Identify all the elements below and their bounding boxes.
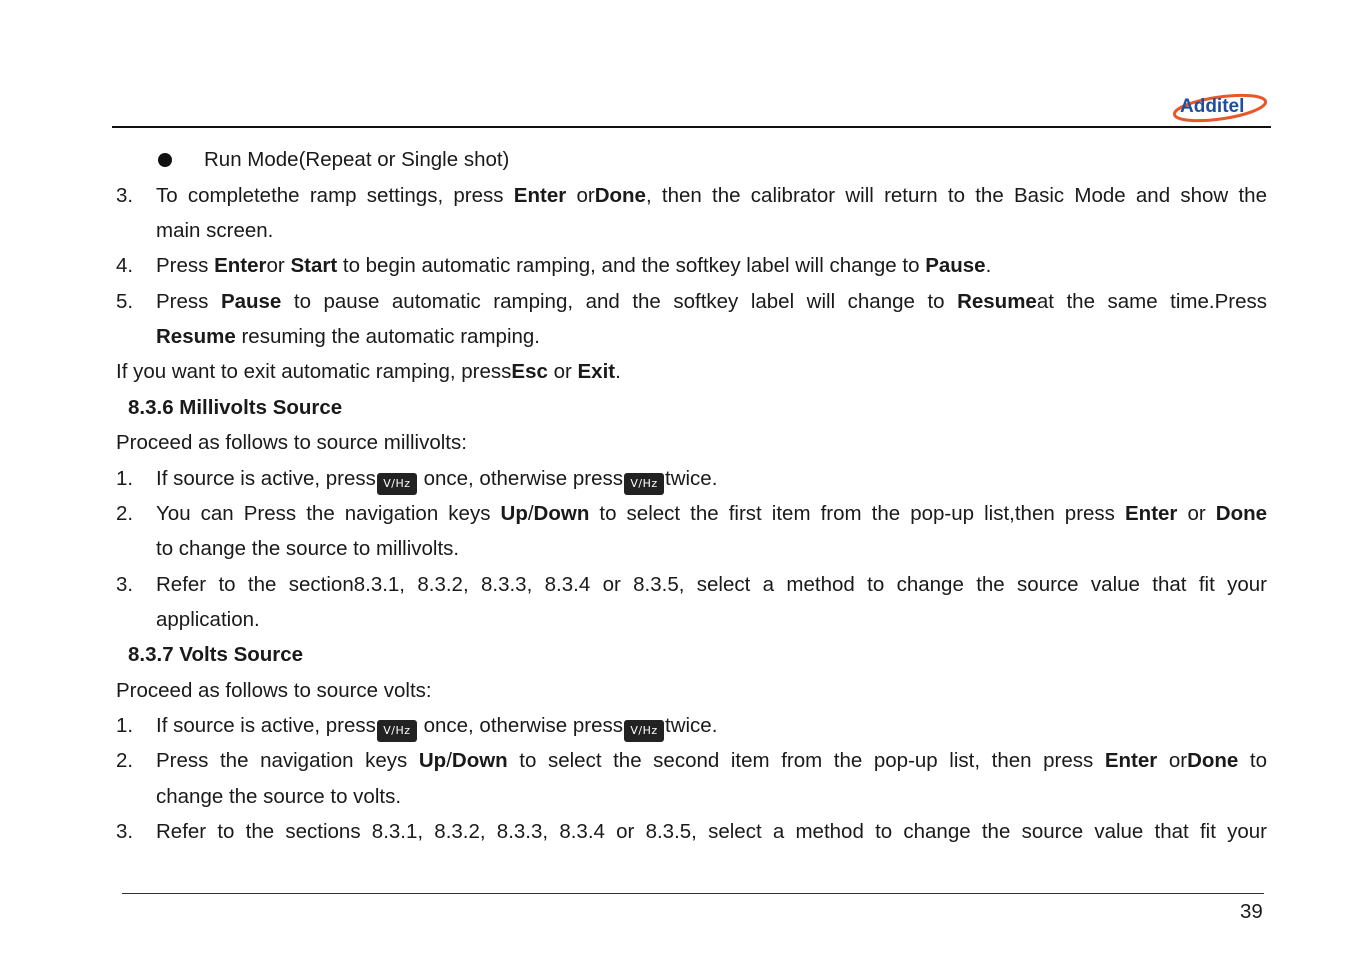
ramp-step-3-cont: main screen. — [156, 219, 274, 242]
bullet-text: Run Mode(Repeat or Single shot) — [204, 148, 510, 171]
step-number: 1. — [116, 714, 134, 737]
mv-step-3-cont: application. — [156, 608, 260, 631]
mv-step-3: Refer to the section8.3.1, 8.3.2, 8.3.3, 8.3.4 or 8.3.5, select a method to change the source value that fit your — [156, 573, 1267, 596]
section-intro: Proceed as follows to source volts: — [116, 679, 432, 702]
section-heading-volts: 8.3.7 Volts Source — [128, 643, 304, 666]
step-number: 2. — [116, 749, 134, 772]
ramp-step-3: To completethe ramp settings, press Enter orDone, then the calibrator will return to the Basic Mode and show the — [156, 184, 1267, 207]
footer-rule — [122, 893, 1264, 894]
additel-logo — [1172, 90, 1268, 124]
section-intro: Proceed as follows to source millivolts: — [116, 431, 467, 454]
ramp-step-4: Press Enteror Start to begin automatic ramping, and the softkey label will change to Pause. — [156, 254, 992, 277]
section-heading-millivolts: 8.3.6 Millivolts Source — [128, 396, 343, 419]
vhz-key-icon: V/Hz — [624, 473, 664, 495]
v-step-2-cont: change the source to volts. — [156, 785, 402, 808]
bullet-dot — [158, 153, 172, 167]
step-number: 3. — [116, 820, 134, 843]
mv-step-1: If source is active, press V/Hz once, otherwise press V/Hz twice. — [156, 467, 717, 495]
mv-step-2: You can Press the navigation keys Up/Down to select the first item from the pop-up list,then press Enter or Done — [156, 502, 1268, 525]
step-number: 3. — [116, 573, 134, 596]
v-step-3: Refer to the sections 8.3.1, 8.3.2, 8.3.3, 8.3.4 or 8.3.5, select a method to change the source value that fit your — [156, 820, 1267, 843]
mv-step-2-cont: to change the source to millivolts. — [156, 537, 460, 560]
page-number: 39 — [1240, 900, 1263, 923]
v-step-2: Press the navigation keys Up/Down to select the second item from the pop-up list, then press Enter orDone to — [156, 749, 1267, 772]
step-number: 2. — [116, 502, 134, 525]
header-rule — [112, 126, 1271, 128]
exit-instruction: If you want to exit automatic ramping, pressEsc or Exit. — [116, 360, 621, 383]
logo-text: Additel — [1180, 96, 1245, 117]
step-number: 3. — [116, 184, 134, 207]
ramp-step-5: Press Pause to pause automatic ramping, and the softkey label will change to Resumeat the same time.Press — [156, 290, 1267, 313]
step-number: 5. — [116, 290, 134, 313]
ramp-step-5-cont: Resume resuming the automatic ramping. — [156, 325, 540, 348]
v-step-1: If source is active, press V/Hz once, otherwise press V/Hz twice. — [156, 714, 717, 742]
step-number: 4. — [116, 254, 134, 277]
step-number: 1. — [116, 467, 134, 490]
vhz-key-icon: V/Hz — [377, 720, 417, 742]
vhz-key-icon: V/Hz — [377, 473, 417, 495]
vhz-key-icon: V/Hz — [624, 720, 664, 742]
